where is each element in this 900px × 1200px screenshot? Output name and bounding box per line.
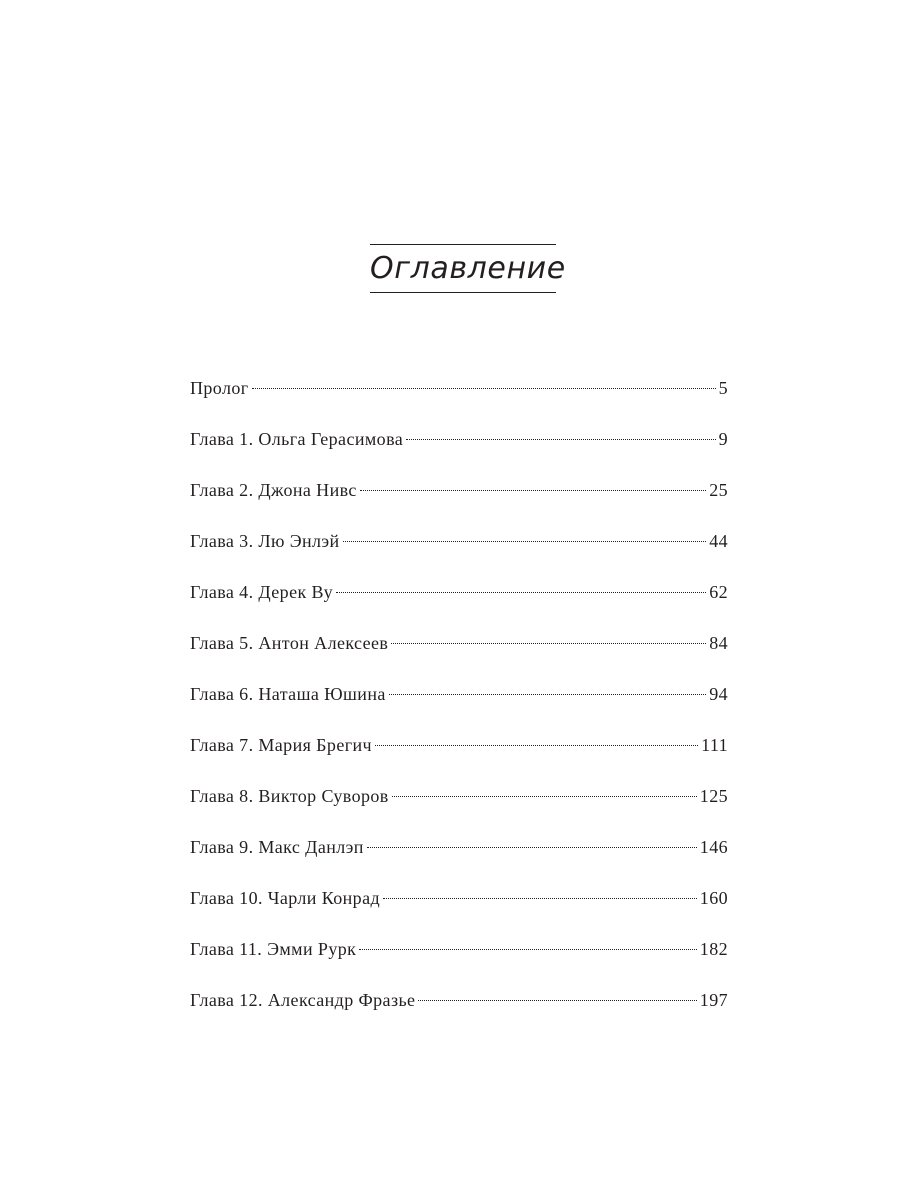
dot-leader — [359, 948, 697, 950]
toc-entry-chapter-8[interactable] — [190, 782, 728, 833]
dot-leader — [375, 744, 698, 746]
toc-entry-page: 160 — [699, 888, 728, 908]
dot-leader — [392, 795, 697, 797]
page-title: Оглавление — [370, 251, 566, 286]
toc-entry-page: 9 — [718, 429, 728, 449]
heading-bottom-rule — [370, 292, 556, 293]
toc-entry-chapter-10[interactable] — [190, 884, 728, 935]
dot-leader — [360, 489, 706, 491]
toc-entry-title: Пролог — [190, 378, 249, 398]
toc-entry-title: Глава 4. Дерек Ву — [190, 582, 334, 602]
dot-leader — [367, 846, 697, 848]
toc-entry-title: Глава 11. Эмми Рурк — [190, 939, 357, 959]
toc-entry-page: 94 — [709, 684, 728, 704]
toc-entry-title: Глава 2. Джона Нивс — [190, 480, 357, 500]
toc-entry-page: 62 — [709, 582, 728, 602]
dot-leader — [252, 387, 716, 389]
dot-leader — [383, 897, 697, 899]
toc-entry-title: Глава 9. Макс Данлэп — [190, 837, 364, 857]
toc-entry-page: 125 — [699, 786, 728, 806]
toc-entry-chapter-7[interactable] — [190, 731, 728, 782]
toc-entry-title: Глава 3. Лю Энлэй — [190, 531, 340, 551]
toc-entry-page: 197 — [699, 990, 728, 1010]
toc-entry-chapter-3[interactable] — [190, 527, 728, 578]
toc-entry-page: 44 — [709, 531, 728, 551]
toc-entry-title: Глава 6. Наташа Юшина — [190, 684, 386, 704]
dot-leader — [418, 999, 696, 1001]
toc-entry-page: 182 — [699, 939, 728, 959]
toc-entry-page: 84 — [709, 633, 728, 653]
toc-entry-prologue[interactable] — [190, 374, 728, 425]
toc-entry-page: 25 — [709, 480, 728, 500]
toc-entry-page: 146 — [699, 837, 728, 857]
toc-entry-page: 111 — [701, 735, 728, 755]
toc-entry-chapter-6[interactable] — [190, 680, 728, 731]
toc-entry-title: Глава 8. Виктор Суворов — [190, 786, 389, 806]
dot-leader — [336, 591, 706, 593]
toc-entry-chapter-4[interactable] — [190, 578, 728, 629]
dot-leader — [391, 642, 706, 644]
toc-entry-title: Глава 12. Александр Фразье — [190, 990, 416, 1010]
toc-entry-title: Глава 5. Антон Алексеев — [190, 633, 389, 653]
dot-leader — [389, 693, 706, 695]
table-of-contents — [190, 374, 728, 1037]
dot-leader — [343, 540, 707, 542]
heading-block — [370, 244, 566, 294]
dot-leader — [406, 438, 715, 440]
toc-entry-title: Глава 1. Ольга Герасимова — [190, 429, 404, 449]
toc-entry-chapter-5[interactable] — [190, 629, 728, 680]
toc-entry-chapter-12[interactable] — [190, 986, 728, 1037]
heading-top-rule — [370, 244, 556, 245]
toc-entry-title: Глава 10. Чарли Конрад — [190, 888, 381, 908]
toc-entry-chapter-2[interactable] — [190, 476, 728, 527]
toc-entry-chapter-1[interactable] — [190, 425, 728, 476]
toc-entry-chapter-9[interactable] — [190, 833, 728, 884]
toc-entry-chapter-11[interactable] — [190, 935, 728, 986]
toc-entry-page: 5 — [718, 378, 728, 398]
toc-entry-title: Глава 7. Мария Брегич — [190, 735, 372, 755]
